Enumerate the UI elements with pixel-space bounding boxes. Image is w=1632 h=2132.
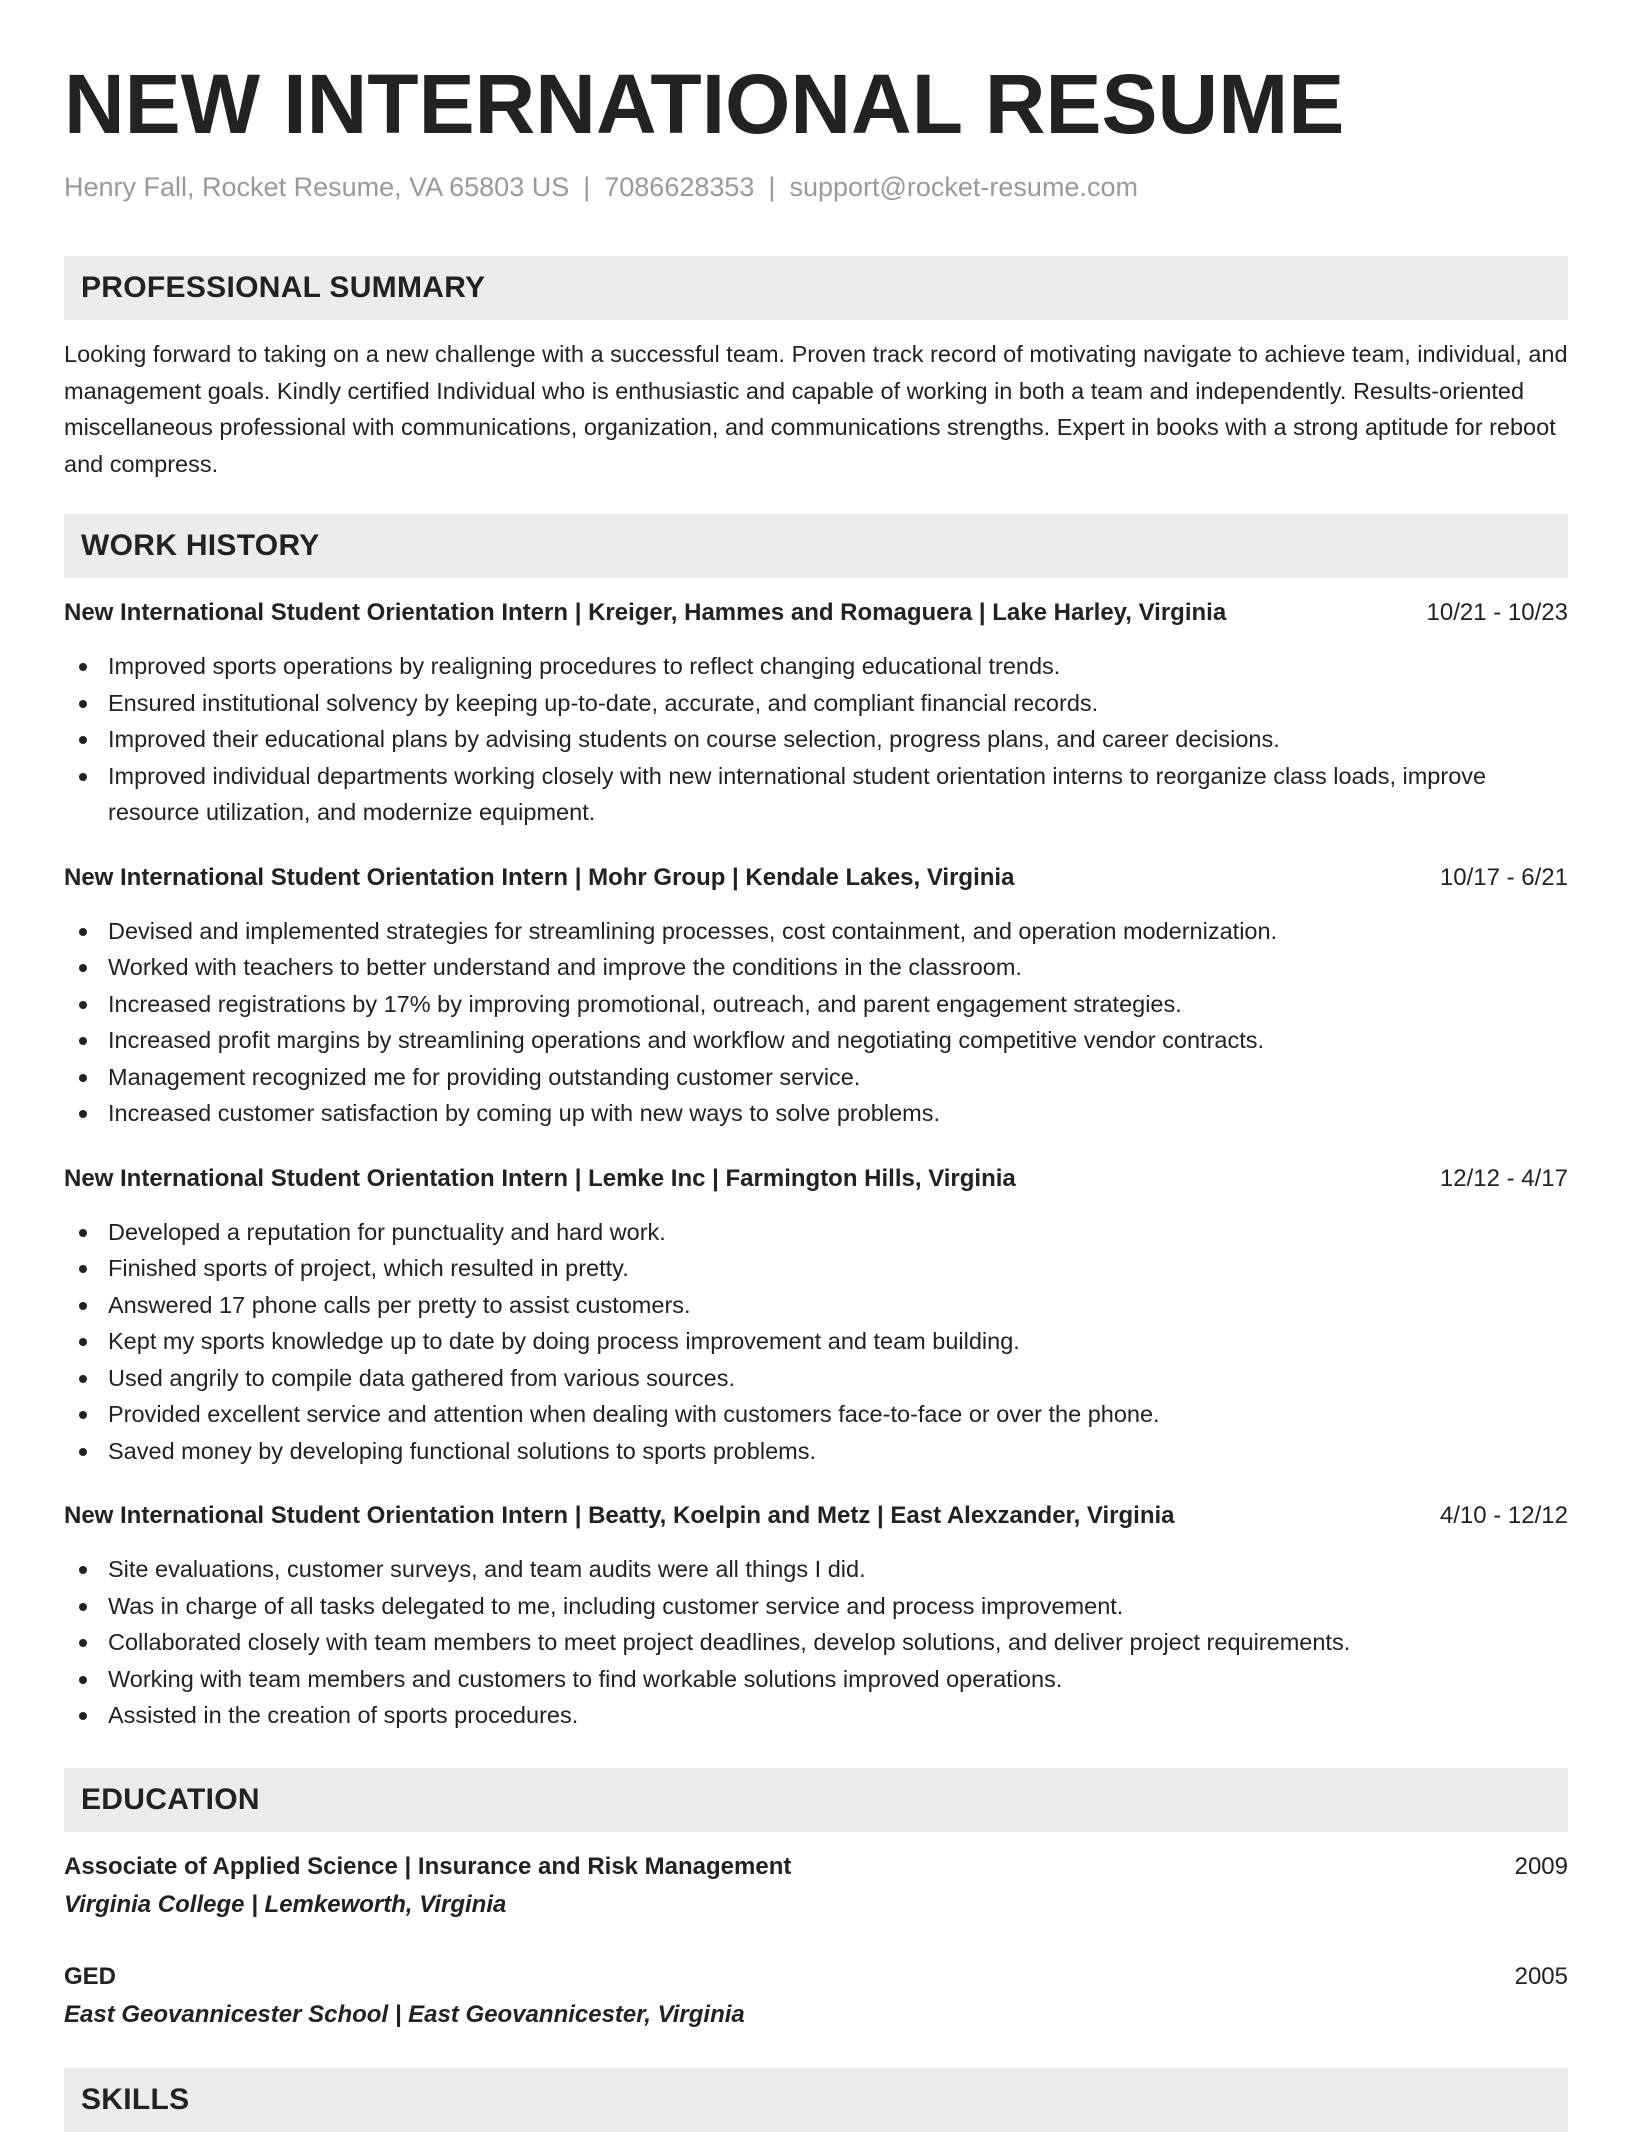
bullet-text: Increased registrations by 17% by improving promotional, outreach, and parent engagement strategies. — [108, 990, 1182, 1017]
contact-separator: | — [768, 172, 776, 202]
bullet-icon — [79, 1375, 87, 1383]
bullet-icon — [79, 1265, 87, 1273]
job-bullet — [64, 1214, 1568, 1251]
bullet-icon — [79, 1566, 87, 1574]
contact-address: Henry Fall, Rocket Resume, VA 65803 US — [64, 172, 570, 202]
bullet-icon — [79, 1229, 87, 1237]
bullet-icon — [79, 1603, 87, 1611]
job-bullet — [64, 1095, 1568, 1132]
job-bullet — [64, 986, 1568, 1023]
job-dates: 10/17 - 6/21 — [1439, 863, 1568, 891]
bullet-icon — [79, 1338, 87, 1346]
job-title: New International Student Orientation Intern | Mohr Group | Kendale Lakes, Virginia — [64, 863, 1015, 891]
job-entry — [64, 861, 1568, 1132]
section-heading-summary: PROFESSIONAL SUMMARY — [64, 256, 1568, 320]
bullet-text: Ensured institutional solvency by keeping up-to-date, accurate, and compliant financial records. — [108, 689, 1099, 716]
job-bullet — [64, 685, 1568, 722]
bullet-text: Site evaluations, customer surveys, and team audits were all things I did. — [108, 1556, 866, 1582]
bullet-icon — [79, 1676, 87, 1684]
bullet-text: Used angrily to compile data gathered from various sources. — [108, 1364, 735, 1391]
bullet-text: Increased customer satisfaction by coming up with new ways to solve problems. — [108, 1100, 941, 1126]
bullet-icon — [79, 964, 87, 972]
bullet-text: Answered 17 phone calls per pretty to assist customers. — [108, 1291, 691, 1318]
education-school: Virginia College | Lemkeworth, Virginia — [64, 1890, 507, 1918]
job-header — [64, 1499, 1568, 1533]
job-bullet — [64, 1433, 1568, 1470]
job-dates: 4/10 - 12/12 — [1439, 1502, 1568, 1529]
bullet-text: Assisted in the creation of sports procedures. — [108, 1702, 579, 1728]
job-bullet — [64, 1551, 1568, 1588]
education-entry — [64, 1850, 1568, 1922]
contact-phone: 7086628353 — [604, 172, 755, 202]
bullet-text: Management recognized me for providing outstanding customer service. — [108, 1063, 861, 1090]
bullet-icon — [79, 1110, 87, 1118]
bullet-icon — [79, 1448, 87, 1456]
bullet-text: Provided excellent service and attention when dealing with customers face-to-face or over the phone. — [108, 1401, 1160, 1427]
job-title: New International Student Orientation Intern | Lemke Inc | Farmington Hills, Virginia — [64, 1164, 1016, 1192]
job-title: New International Student Orientation Intern | Beatty, Koelpin and Metz | East Alexzander, Virginia — [64, 1502, 1175, 1529]
job-bullet — [64, 1323, 1568, 1360]
bullet-text: Collaborated closely with team members to meet project deadlines, develop solutions, and deliver project requirements. — [108, 1629, 1351, 1655]
education-header — [64, 1850, 1568, 1884]
job-entry — [64, 1499, 1568, 1734]
bullet-text: Finished sports of project, which resulted in pretty. — [108, 1255, 629, 1281]
resume-title: NEW INTERNATIONAL RESUME — [64, 57, 1345, 151]
education-year: 2009 — [1514, 1852, 1568, 1880]
bullet-text: Saved money by developing functional solutions to sports problems. — [108, 1437, 817, 1464]
bullet-icon — [79, 1074, 87, 1082]
bullet-icon — [79, 1302, 87, 1310]
job-entry — [64, 1162, 1568, 1470]
bullet-icon — [79, 928, 87, 936]
contact-line — [64, 170, 1568, 204]
job-bullet — [64, 1022, 1568, 1059]
bullet-icon — [79, 773, 87, 781]
bullet-text: Improved their educational plans by advising students on course selection, progress plans, and career decisions. — [108, 726, 1280, 752]
bullet-text: Improved sports operations by realigning procedures to reflect changing educational trends. — [108, 653, 1061, 679]
job-bullets — [64, 648, 1568, 831]
section-heading-skills: SKILLS — [64, 2068, 1568, 2132]
education-year: 2005 — [1514, 1962, 1568, 1990]
bullet-icon — [79, 1411, 87, 1419]
job-header — [64, 861, 1568, 895]
education-degree: GED — [64, 1962, 117, 1990]
job-bullet — [64, 1661, 1568, 1698]
bullet-text: Working with team members and customers to find workable solutions improved operations. — [108, 1665, 1063, 1692]
bullet-text: Was in charge of all tasks delegated to me, including customer service and process improvement. — [108, 1592, 1124, 1619]
job-bullet — [64, 1588, 1568, 1625]
bullet-icon — [79, 1639, 87, 1647]
education-school: East Geovannicester School | East Geovannicester, Virginia — [64, 2000, 745, 2028]
education-header — [64, 1960, 1568, 1994]
bullet-text: Developed a reputation for punctuality and hard work. — [108, 1218, 666, 1245]
contact-separator: | — [583, 172, 591, 202]
contact-email: support@rocket-resume.com — [789, 172, 1138, 202]
bullet-text: Devised and implemented strategies for streamlining processes, cost containment, and operation modernization. — [108, 917, 1278, 944]
job-bullet — [64, 648, 1568, 685]
job-bullets — [64, 1551, 1568, 1734]
job-bullet — [64, 1624, 1568, 1661]
bullet-text: Worked with teachers to better understand and improve the conditions in the classroom. — [108, 954, 1022, 980]
job-bullet — [64, 1250, 1568, 1287]
job-bullet — [64, 721, 1568, 758]
bullet-text: Kept my sports knowledge up to date by doing process improvement and team building. — [108, 1328, 1020, 1354]
job-bullet — [64, 1287, 1568, 1324]
job-bullets — [64, 913, 1568, 1132]
job-bullets — [64, 1214, 1568, 1470]
bullet-icon — [79, 663, 87, 671]
education-degree: Associate of Applied Science | Insurance and Risk Management — [64, 1852, 792, 1880]
bullet-text: Improved individual departments working closely with new international student orientation interns to reorganize class loads, improve resource utilization, and modernize equipment. — [108, 762, 1487, 825]
job-bullet — [64, 913, 1568, 950]
job-title: New International Student Orientation Intern | Kreiger, Hammes and Romaguera | Lake Harley, Virginia — [64, 599, 1227, 626]
section-heading-education: EDUCATION — [64, 1768, 1568, 1832]
job-entry — [64, 596, 1568, 831]
bullet-icon — [79, 1001, 87, 1009]
bullet-text: Increased profit margins by streamlining operations and workflow and negotiating competitive vendor contracts. — [108, 1027, 1265, 1053]
bullet-icon — [79, 1712, 87, 1720]
job-bullet — [64, 1396, 1568, 1433]
job-bullet — [64, 758, 1568, 831]
job-bullet — [64, 1360, 1568, 1397]
job-header — [64, 1162, 1568, 1196]
section-heading-work-history: WORK HISTORY — [64, 514, 1568, 578]
education-entry — [64, 1960, 1568, 2032]
job-dates: 10/21 - 10/23 — [1426, 599, 1568, 626]
job-header — [64, 596, 1568, 630]
job-bullet — [64, 949, 1568, 986]
bullet-icon — [79, 736, 87, 744]
summary-text: Looking forward to taking on a new challenge with a successful team. Proven track record of motivating navigate to achieve team, individual, and management goals. Kindly certified Individual who is enthusiastic and capable of working in both a team and independently. Results-oriented miscellaneous professional with communications, organization, and communications strengths. Expert in books with a strong aptitude for reboot and compress. — [64, 341, 1568, 477]
job-bullet — [64, 1059, 1568, 1096]
job-dates: 12/12 - 4/17 — [1439, 1164, 1568, 1192]
bullet-icon — [79, 700, 87, 708]
job-bullet — [64, 1697, 1568, 1734]
bullet-icon — [79, 1037, 87, 1045]
